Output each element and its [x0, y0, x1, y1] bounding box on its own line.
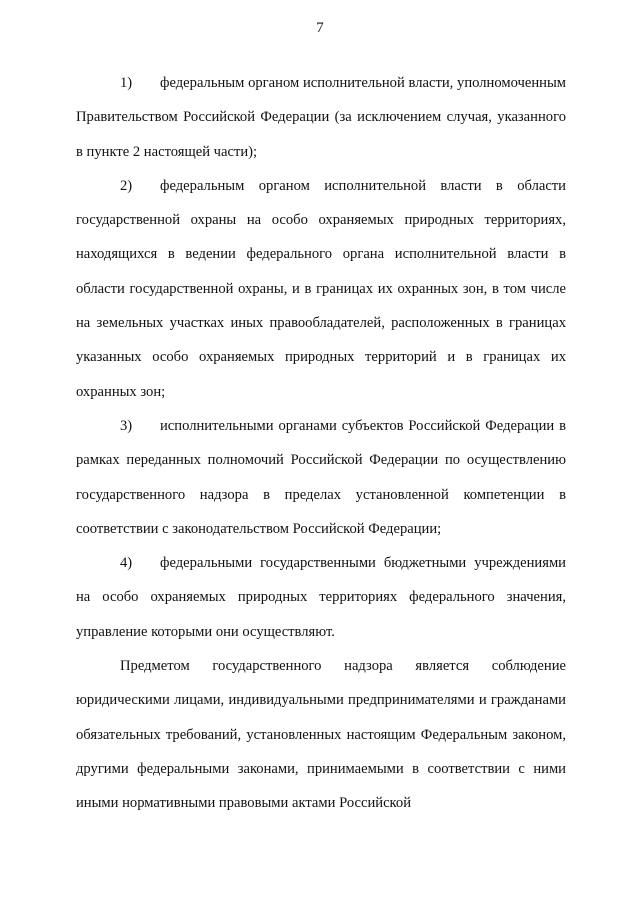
document-body [76, 66, 566, 821]
list-item-number: 3) [120, 417, 133, 434]
list-item-text: федеральным органом исполнительной власти, уполномоченным Правительством Российской Федерации (за исключением случая, указанного в пункте 2 настоящей части); [76, 75, 566, 160]
list-item-text: федеральным органом исполнительной власти в области государственной охраны на особо охраняемых природных территориях, находящихся в ведении федерального органа исполнительной власти в области государственной охраны, и в границах их охранных зон, в том числе на земельных участках иных правообладателей, расположенных в границах указанных особо охраняемых природных территорий и в границах их охранных зон; [76, 177, 566, 400]
page-number: 7 [316, 20, 324, 36]
list-item [76, 546, 566, 649]
list-item-text: исполнительными органами субъектов Российской Федерации в рамках переданных полномочий Российской Федерации по осуществлению государственного надзора в пределах установленной компетенции в соответствии с законодательством Российской Федерации; [76, 417, 566, 537]
list-item-text: федеральными государственными бюджетными учреждениями на особо охраняемых природных территориях федерального значения, управление которыми они осуществляют. [76, 555, 566, 640]
list-item-number: 1) [120, 75, 133, 91]
list-item-number: 4) [120, 555, 133, 572]
final-paragraph: Предметом государственного надзора является соблюдение юридическими лицами, индивидуальными предпринимателями и гражданами обязательных требований, установленных настоящим Федеральным законом, другими федеральными законами, принимаемыми в соответствии с ними иными нормативными правовыми актами Российской [76, 658, 566, 812]
list-item [76, 66, 566, 169]
list-item-number: 2) [120, 177, 133, 194]
list-item [76, 409, 566, 546]
list-item [76, 169, 566, 409]
